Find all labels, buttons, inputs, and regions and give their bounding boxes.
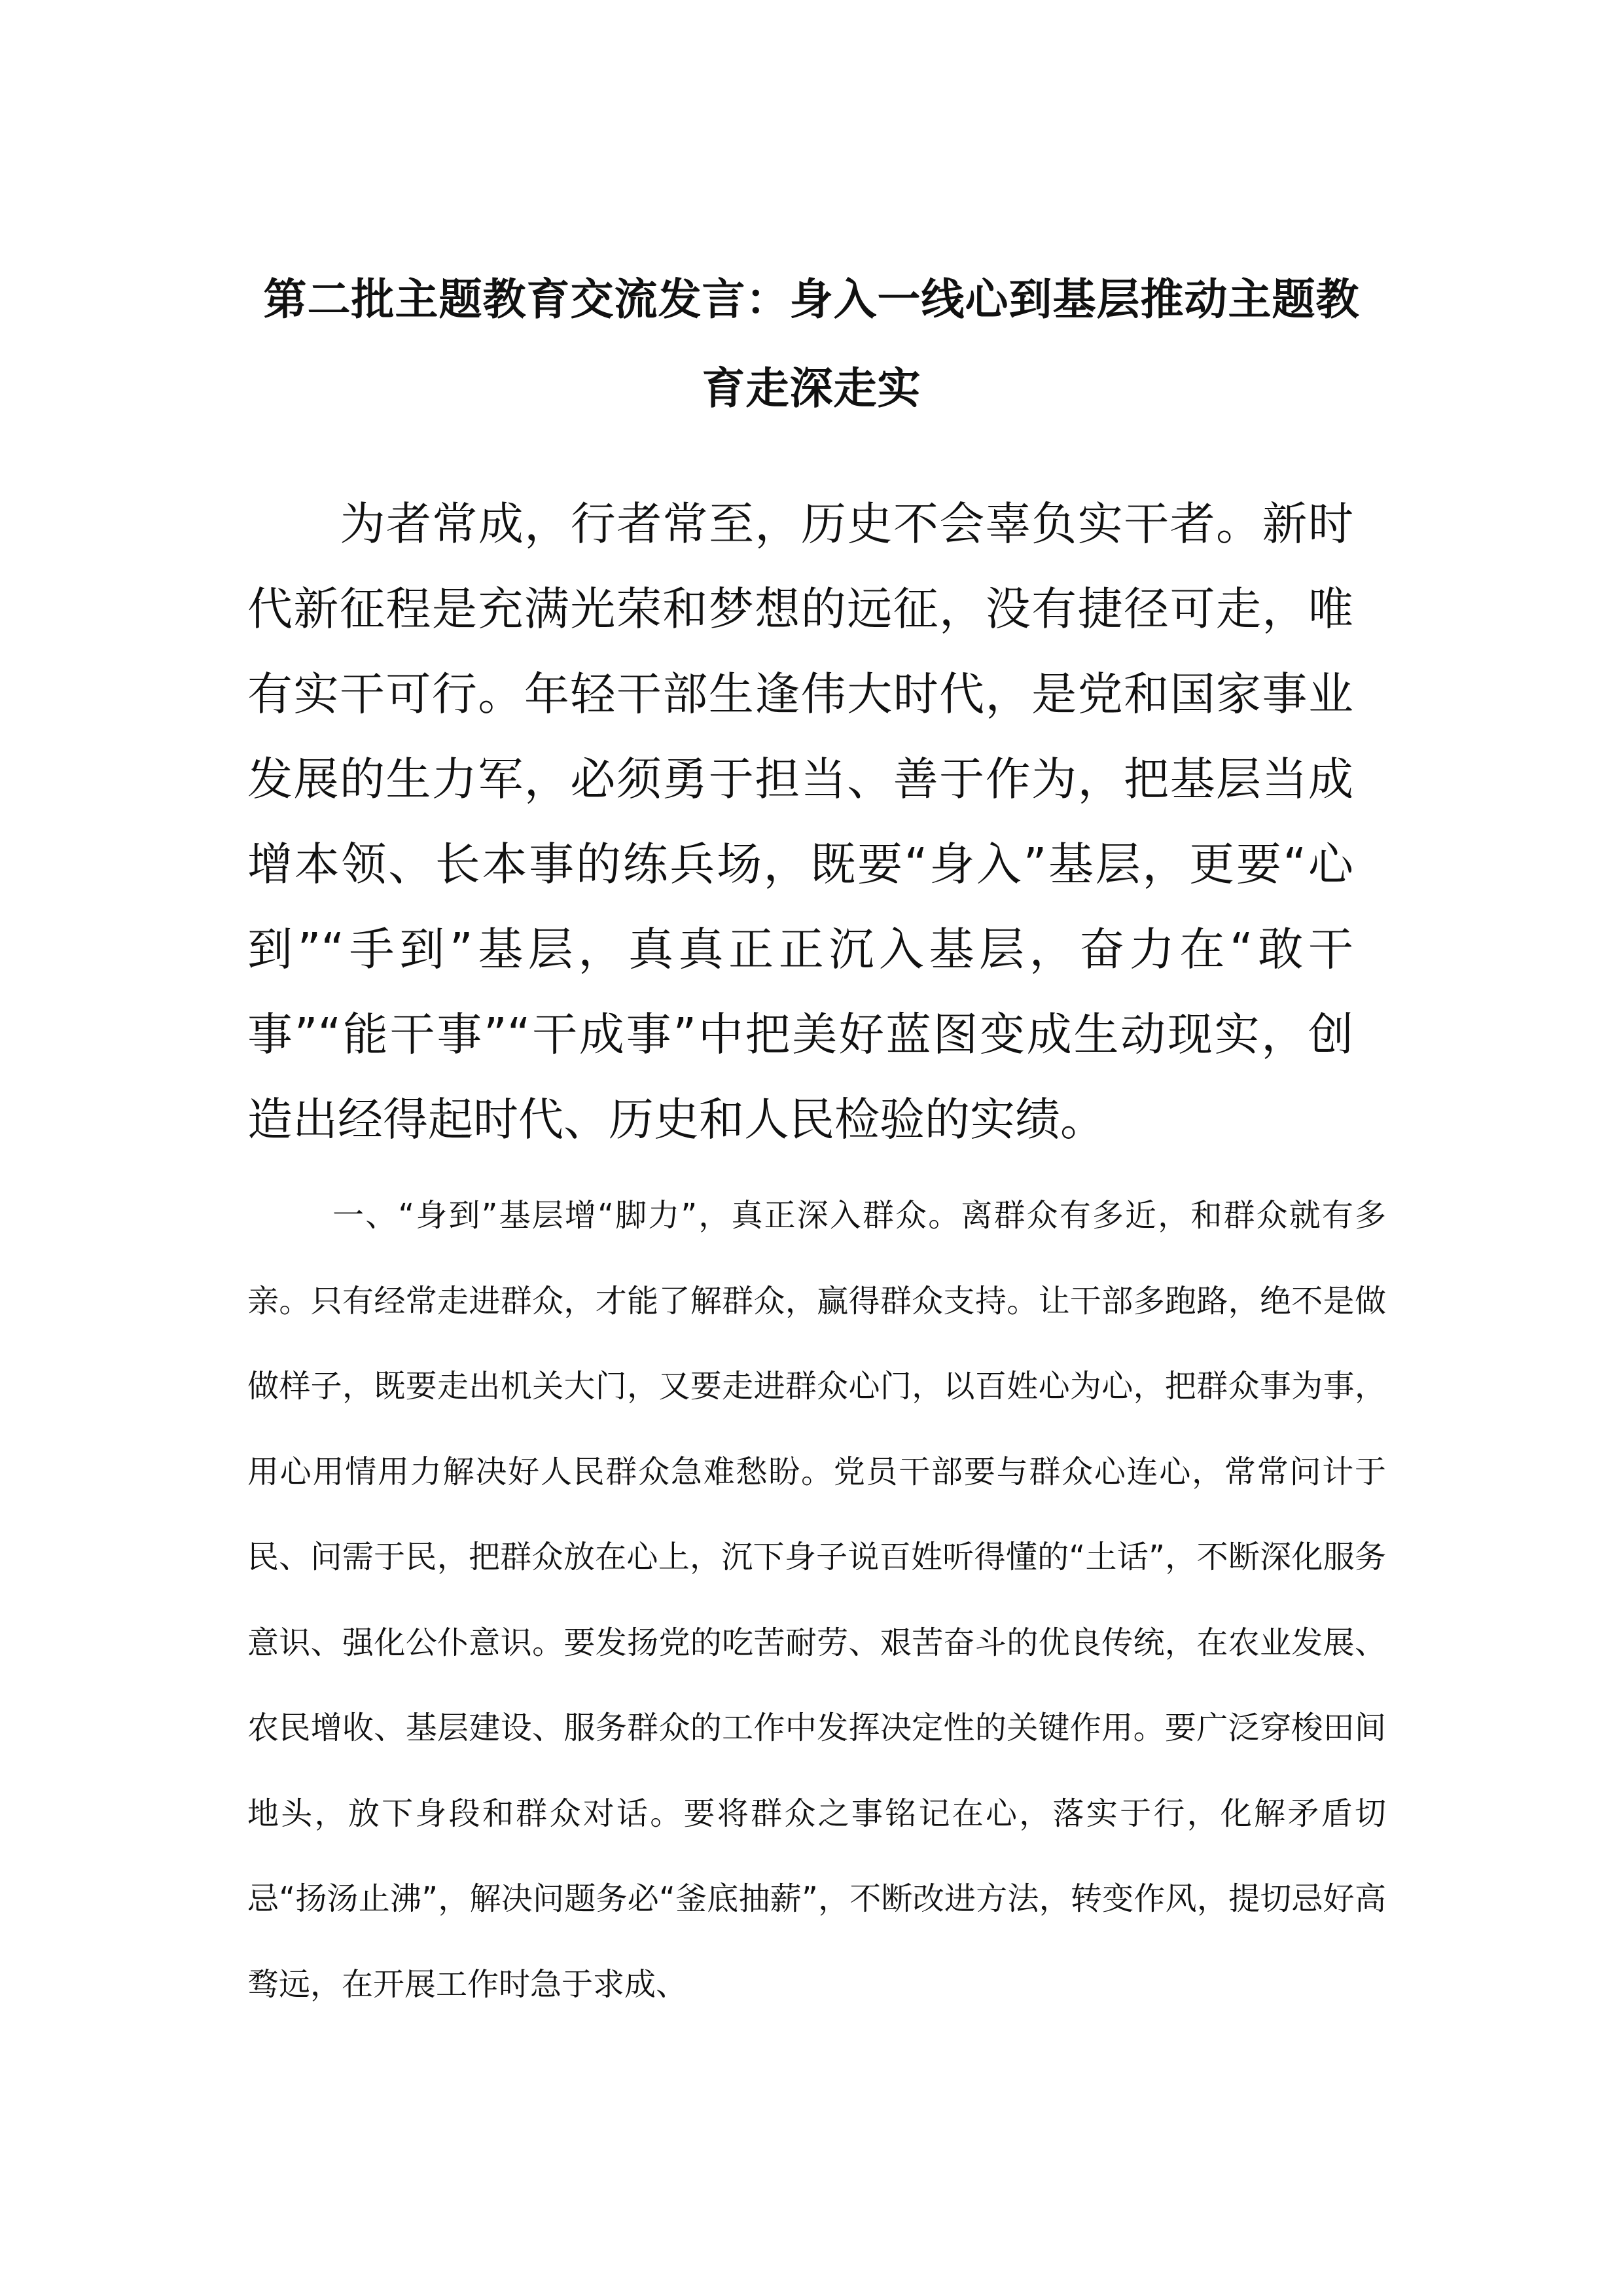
title-line-1: 第二批主题教育交流发言：身入一线心到基层推动主题教: [263, 274, 1360, 325]
section-1-paragraph-text: 一、“身到”基层增“脚力”，真正深入群众。离群众有多近，和群众就有多亲。只有经常走进群众，才能了解群众，赢得群众支持。让干部多跑路，绝不是做做样子，既要走出机关大门，又要走进群众心门，以百姓心为心，把群众事为事，用心用情用力解决好人民群众急难愁盼。党员干部要与群众心连心，常常问计于民、问需于民，把群众放在心上，沉下身子说百姓听得懂的“土话”，不断深化服务意识、强化公仆意识。要发扬党的吃苦耐劳、艰苦奋斗的优良传统，在农业发展、农民增收、基层建设、服务群众的工作中发挥决定性的关键作用。要广泛穿梭田间地头，放下身段和群众对话。要将群众之事铭记在心，落实于行，化解矛盾切忌“扬汤止沸”，解决问题务必“釜底抽薪”，不断改进方法，转变作风，提切忌好高骛远，在开展工作时急于求成、: [247, 1197, 1386, 2003]
title-line-2: 育走深走实: [702, 363, 921, 414]
lead-paragraph: [247, 482, 1353, 1162]
lead-paragraph-text: 为者常成，行者常至，历史不会辜负实干者。新时代新征程是充满光荣和梦想的远征，没有捷径可走，唯有实干可行。年轻干部生逢伟大时代，是党和国家事业发展的生力军，必须勇于担当、善于作为，把基层当成增本领、长本事的练兵场，既要“身入”基层，更要“心到”“手到”基层，真真正正沉入基层，奋力在“敢干事”“能干事”“干成事”中把美好蓝图变成生动现实，创造出经得起时代、历史和人民检验的实绩。: [247, 498, 1353, 1146]
section-1-paragraph: [247, 1173, 1386, 2027]
document-title: [242, 255, 1381, 433]
